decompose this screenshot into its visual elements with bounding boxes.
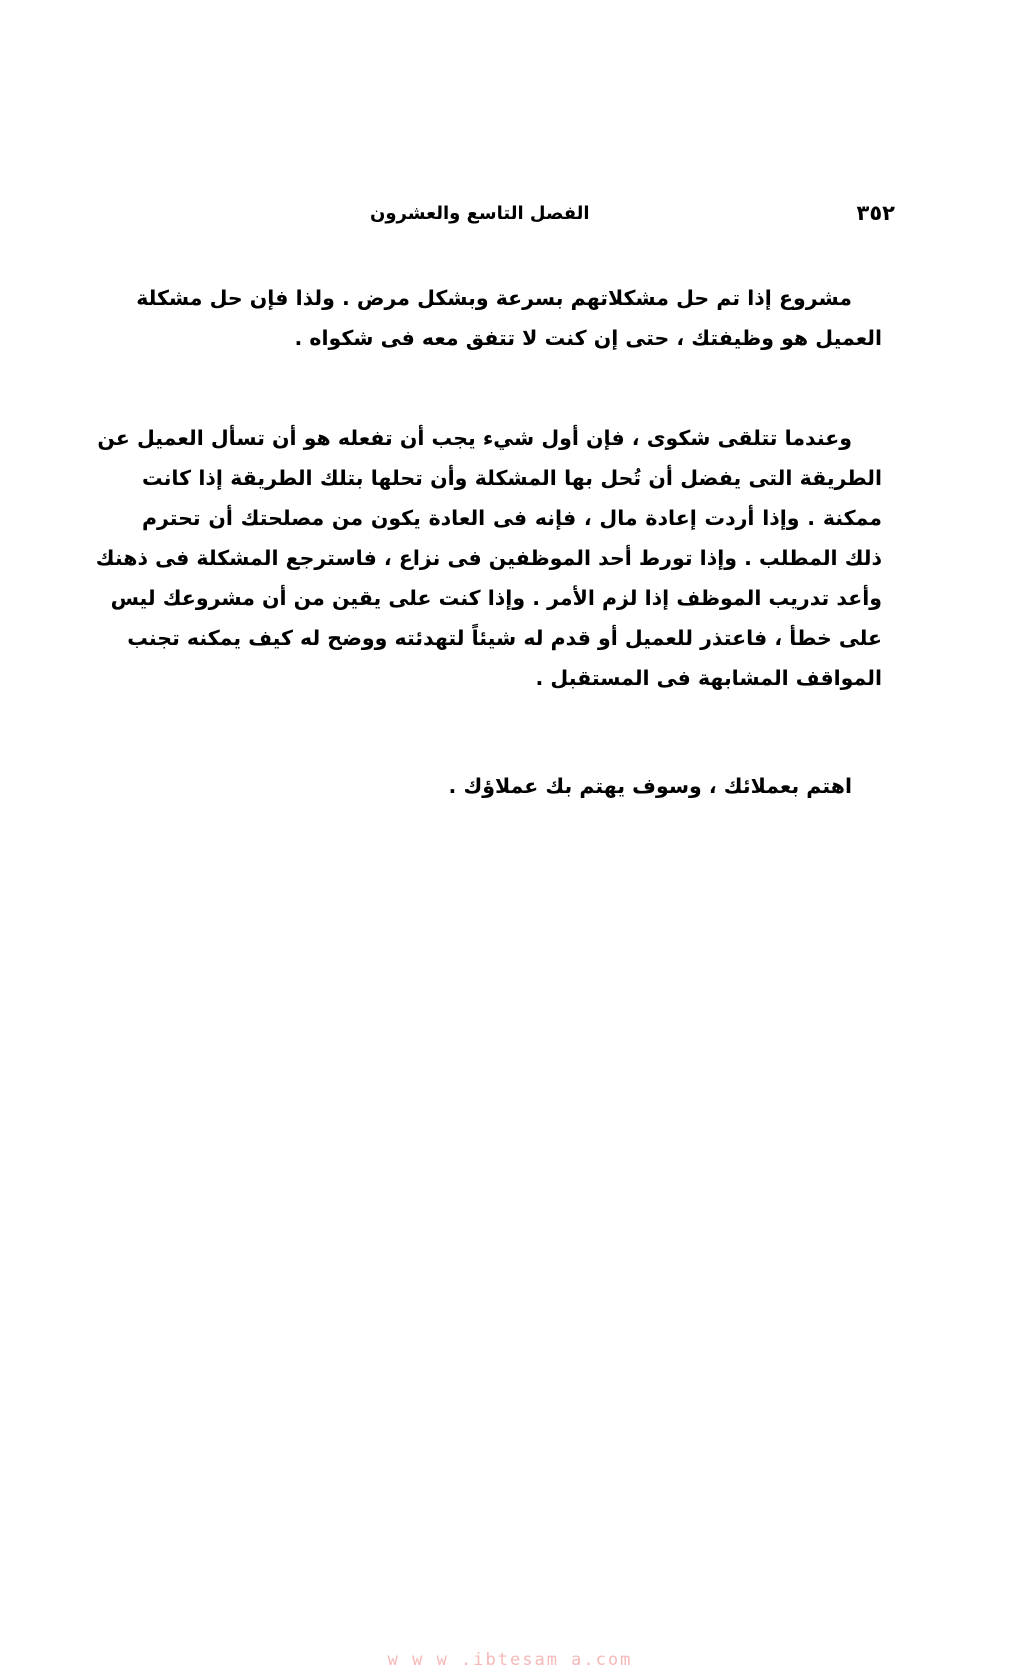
text-line: العميل هو وظيفتك ، حتى إن كنت لا تتفق معه فى شكواه . bbox=[294, 326, 882, 350]
text-line: مشروع إذا تم حل مشكلاتهم بسرعة وبشكل مرض . ولذا فإن حل مشكلة bbox=[136, 286, 852, 310]
paragraph-1 bbox=[136, 278, 882, 358]
text-line: اهتم بعملائك ، وسوف يهتم بك عملاؤك . bbox=[448, 774, 852, 798]
page-number: ٣٥٢ bbox=[856, 201, 895, 225]
paragraph-3 bbox=[142, 766, 882, 806]
chapter-title: الفصل التاسع والعشرون bbox=[370, 202, 590, 224]
text-line: على خطأ ، فاعتذر للعميل أو قدم له شيئاً لتهدئته ووضح له كيف يمكنه تجنب bbox=[127, 626, 882, 650]
text-line: الطريقة التى يفضل أن تُحل بها المشكلة وأن تحلها بتلك الطريقة إذا كانت bbox=[142, 466, 882, 490]
text-line: وأعد تدريب الموظف إذا لزم الأمر . وإذا كنت على يقين من أن مشروعك ليس bbox=[110, 586, 882, 610]
text-line: المواقف المشابهة فى المستقبل . bbox=[535, 666, 882, 690]
running-header bbox=[370, 198, 895, 228]
paragraph-2 bbox=[95, 418, 882, 698]
text-line: وعندما تتلقى شكوى ، فإن أول شيء يجب أن تفعله هو أن تسأل العميل عن bbox=[97, 426, 852, 450]
watermark: w w w .ibtesam a.com bbox=[387, 1650, 633, 1670]
text-line: ذلك المطلب . وإذا تورط أحد الموظفين فى نزاع ، فاسترجع المشكلة فى ذهنك bbox=[95, 546, 882, 570]
text-line: ممكنة . وإذا أردت إعادة مال ، فإنه فى العادة يكون من مصلحتك أن تحترم bbox=[142, 506, 882, 530]
